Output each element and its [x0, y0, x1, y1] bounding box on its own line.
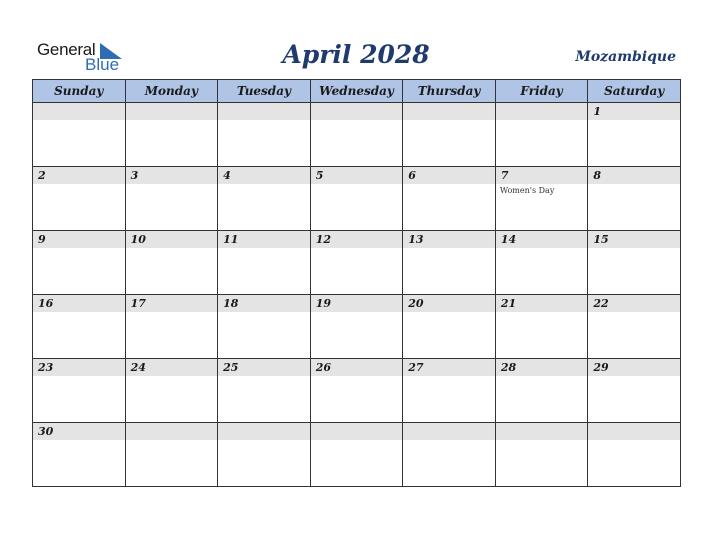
day-cell[interactable]	[310, 423, 403, 487]
weekday-header-friday: Friday	[495, 80, 588, 103]
date-band	[496, 103, 588, 120]
day-number: 16	[38, 297, 54, 310]
date-band	[403, 167, 495, 184]
holiday-label: Women's Day	[499, 186, 555, 195]
weekday-header-saturday: Saturday	[588, 80, 681, 103]
date-band	[218, 423, 310, 440]
calendar-body	[33, 103, 681, 487]
date-band	[126, 103, 218, 120]
day-cell[interactable]	[218, 359, 311, 423]
date-band	[496, 423, 588, 440]
day-number: 15	[593, 233, 609, 246]
week-row	[33, 231, 681, 295]
day-cell[interactable]	[495, 423, 588, 487]
day-cell[interactable]	[403, 103, 496, 167]
day-cell[interactable]	[125, 423, 218, 487]
day-cell[interactable]	[218, 167, 311, 231]
day-number: 29	[593, 361, 609, 374]
week-row	[33, 295, 681, 359]
date-band	[588, 103, 680, 120]
day-number: 1	[593, 105, 602, 118]
day-number: 23	[38, 361, 54, 374]
day-cell[interactable]	[588, 423, 681, 487]
day-cell[interactable]	[310, 103, 403, 167]
day-number: 24	[130, 361, 146, 374]
day-number: 20	[408, 297, 424, 310]
day-number: 19	[315, 297, 331, 310]
day-cell[interactable]	[33, 295, 126, 359]
week-row	[33, 167, 681, 231]
day-cell[interactable]	[125, 167, 218, 231]
day-cell[interactable]	[403, 295, 496, 359]
weekday-header-wednesday: Wednesday	[310, 80, 403, 103]
day-number: 18	[223, 297, 239, 310]
day-cell[interactable]	[588, 167, 681, 231]
day-cell[interactable]	[495, 103, 588, 167]
day-number: 27	[408, 361, 424, 374]
date-band	[33, 231, 125, 248]
day-number: 13	[408, 233, 424, 246]
day-cell[interactable]	[403, 231, 496, 295]
day-number: 3	[130, 169, 139, 182]
day-number: 6	[408, 169, 416, 182]
day-number: 2	[38, 169, 46, 182]
day-cell[interactable]	[218, 231, 311, 295]
date-band	[33, 167, 125, 184]
weekday-header-monday: Monday	[125, 80, 218, 103]
day-number: 26	[315, 361, 331, 374]
day-cell[interactable]	[403, 167, 496, 231]
date-band	[311, 423, 403, 440]
date-band	[33, 103, 125, 120]
date-band	[126, 167, 218, 184]
day-number: 25	[223, 361, 239, 374]
day-number: 7	[500, 169, 509, 182]
day-cell[interactable]	[588, 103, 681, 167]
day-cell[interactable]	[495, 231, 588, 295]
weekday-header-tuesday: Tuesday	[218, 80, 311, 103]
day-cell[interactable]	[495, 167, 588, 231]
day-number: 11	[223, 233, 239, 246]
day-cell[interactable]	[588, 231, 681, 295]
day-cell[interactable]	[310, 231, 403, 295]
day-number: 17	[130, 297, 146, 310]
weekday-header-thursday: Thursday	[403, 80, 496, 103]
day-cell[interactable]	[403, 423, 496, 487]
calendar-title: April 2028	[282, 40, 430, 69]
weekday-header-row	[33, 80, 681, 103]
day-number: 30	[38, 425, 54, 438]
logo-text-blue: Blue	[85, 55, 120, 74]
day-cell[interactable]	[33, 423, 126, 487]
date-band	[218, 103, 310, 120]
day-cell[interactable]	[403, 359, 496, 423]
week-row	[33, 423, 681, 487]
date-band	[311, 103, 403, 120]
week-row	[33, 359, 681, 423]
date-band	[588, 423, 680, 440]
date-band	[311, 167, 403, 184]
day-cell[interactable]	[218, 295, 311, 359]
day-cell[interactable]	[218, 423, 311, 487]
date-band	[588, 167, 680, 184]
date-band	[496, 167, 588, 184]
day-cell[interactable]	[33, 359, 126, 423]
day-cell[interactable]	[125, 103, 218, 167]
day-cell[interactable]	[495, 359, 588, 423]
day-cell[interactable]	[125, 231, 218, 295]
day-number: 22	[593, 297, 609, 310]
logo-text-general: General	[37, 40, 96, 59]
day-cell[interactable]	[310, 295, 403, 359]
day-cell[interactable]	[218, 103, 311, 167]
weekday-header-sunday: Sunday	[33, 80, 126, 103]
day-cell[interactable]	[33, 167, 126, 231]
day-cell[interactable]	[310, 167, 403, 231]
day-number: 5	[315, 169, 324, 182]
calendar-grid	[32, 79, 681, 487]
day-number: 28	[500, 361, 517, 374]
day-cell[interactable]	[310, 359, 403, 423]
day-cell[interactable]	[588, 359, 681, 423]
week-row	[33, 103, 681, 167]
day-number: 9	[38, 233, 46, 246]
date-band	[218, 167, 310, 184]
day-cell[interactable]	[33, 231, 126, 295]
day-cell[interactable]	[33, 103, 126, 167]
day-number: 10	[130, 233, 146, 246]
country-name: Mozambique	[575, 49, 676, 65]
day-cell[interactable]	[588, 295, 681, 359]
day-number: 12	[315, 233, 331, 246]
day-number: 4	[223, 169, 231, 182]
date-band	[126, 423, 218, 440]
day-number: 14	[500, 233, 517, 246]
day-number: 21	[500, 297, 517, 310]
date-band	[403, 423, 495, 440]
day-cell[interactable]	[125, 295, 218, 359]
day-cell[interactable]	[495, 295, 588, 359]
day-cell[interactable]	[125, 359, 218, 423]
date-band	[403, 103, 495, 120]
day-number: 8	[593, 169, 602, 182]
